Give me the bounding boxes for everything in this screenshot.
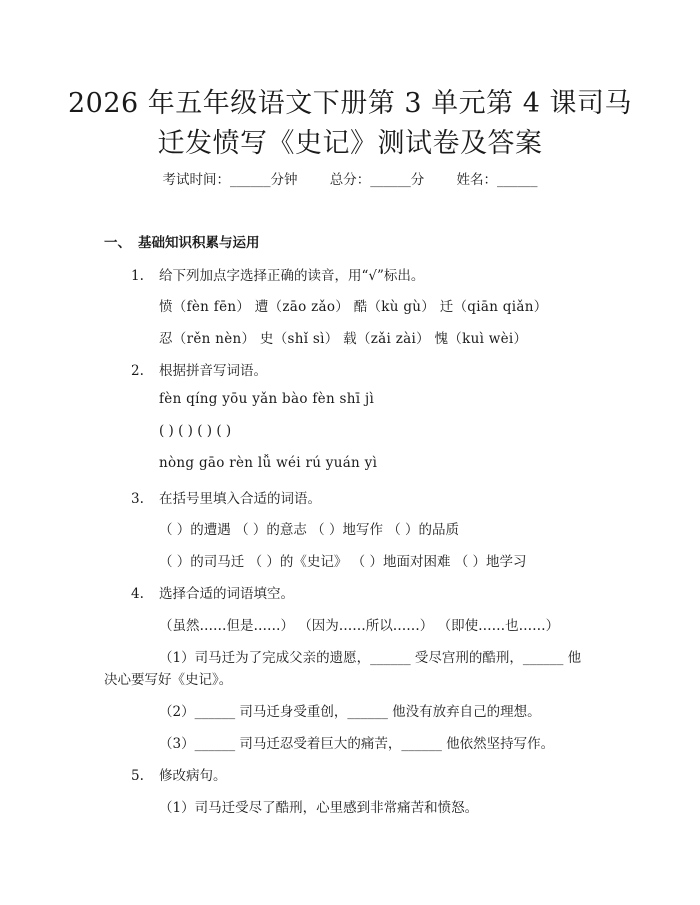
question-number: 5. <box>131 768 144 784</box>
q2-pinyin-1: fèn qíng yōu yǎn bào fèn shī jì <box>159 391 375 407</box>
question-number: 3. <box>131 491 144 507</box>
question-number: 2. <box>131 363 144 379</box>
question-5 <box>131 764 227 784</box>
q4-item-1-cont: 决心要写好《史记》。 <box>104 672 233 688</box>
title-line-1: 2026 年五年级语文下册第 3 单元第 4 课司马 <box>68 88 632 119</box>
question-number: 4. <box>131 586 144 602</box>
page-title <box>60 84 640 164</box>
section-heading <box>104 231 260 251</box>
student-name: 姓名：______ <box>456 172 538 188</box>
question-2 <box>131 359 267 379</box>
question-prompt: 在括号里填入合适的词语。 <box>159 491 321 507</box>
q2-blanks-1: ( ) ( ) ( ) ( ) <box>159 423 232 439</box>
q4-item-2: （2）______ 司马迁身受重创，______ 他没有放弃自己的理想。 <box>159 704 541 720</box>
total-score: 总分：______分 <box>329 172 425 188</box>
question-prompt: 修改病句。 <box>159 768 227 784</box>
exam-time: 考试时间：______分钟 <box>162 172 298 188</box>
q3-row-2: （ ）的司马迁 （ ）的《史记》 （ ）地面对困难 （ ）地学习 <box>159 554 527 570</box>
question-4 <box>131 582 294 602</box>
q1-row-2: 忍（rěn nèn） 史（shǐ sì） 载（zǎi zài） 愧（kuì wèi） <box>159 331 528 347</box>
question-1 <box>131 264 424 284</box>
question-prompt: 给下列加点字选择正确的读音，用“√”标出。 <box>159 268 425 284</box>
q2-pinyin-2: nòng gāo rèn lǚ wéi rú yuán yì <box>159 455 378 471</box>
q4-options: （虽然……但是……） （因为……所以……） （即使……也……） <box>159 618 560 634</box>
exam-meta <box>0 168 700 188</box>
q4-item-1: （1）司马迁为了完成父亲的遗愿，______ 受尽宫刑的酷刑，______ 他 <box>159 650 582 666</box>
title-line-2: 迁发愤写《史记》测试卷及答案 <box>157 128 543 159</box>
question-3 <box>131 487 321 507</box>
q5-item-1: （1）司马迁受尽了酷刑，心里感到非常痛苦和愤怒。 <box>159 800 479 816</box>
q3-row-1: （ ）的遭遇 （ ）的意志 （ ）地写作 （ ）的品质 <box>159 522 460 538</box>
section-title: 基础知识积累与运用 <box>138 235 260 251</box>
section-number: 一、 <box>104 235 131 251</box>
question-prompt: 选择合适的词语填空。 <box>159 586 294 602</box>
q1-row-1: 愤（fèn fēn） 遭（zāo zǎo） 酷（kù gù） 迁（qiān qiǎn） <box>159 299 548 315</box>
q4-item-3: （3）______ 司马迁忍受着巨大的痛苦，______ 他依然坚持写作。 <box>159 736 555 752</box>
question-number: 1. <box>131 268 144 284</box>
question-prompt: 根据拼音写词语。 <box>159 363 267 379</box>
